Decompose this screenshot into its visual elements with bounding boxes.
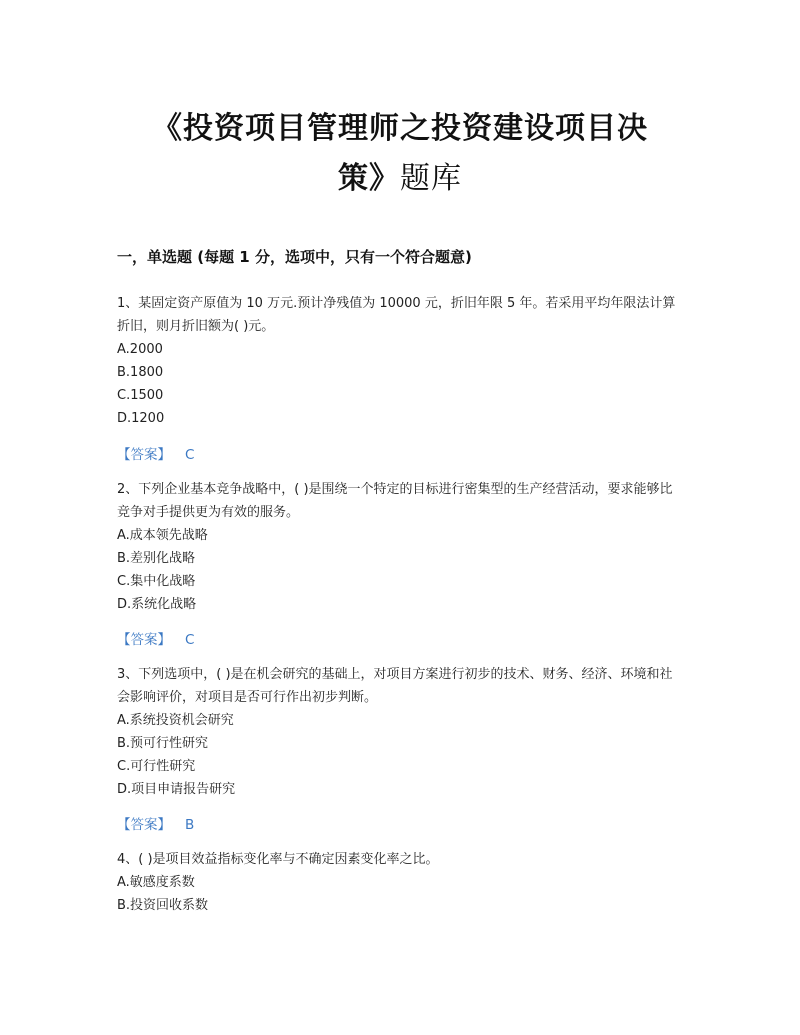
- option-a: A.系统投资机会研究: [117, 713, 234, 728]
- answer-label: 【答案】: [117, 817, 171, 833]
- option-b: B.差别化战略: [117, 551, 196, 566]
- question-stem: 4、( )是项目效益指标变化率与不确定因素变化率之比。: [117, 852, 439, 867]
- option-a: A.成本领先战略: [117, 528, 208, 543]
- answer-letter: B: [185, 817, 195, 833]
- section-heading: 一，单选题 (每题 1 分，选项中，只有一个符合题意): [117, 248, 472, 266]
- answer-letter: C: [185, 447, 195, 463]
- document-title: [100, 104, 700, 204]
- option-c: C.1500: [117, 388, 164, 403]
- option-d: D.1200: [117, 411, 165, 426]
- answer-label: 【答案】: [117, 632, 171, 648]
- option-b: B.投资回收系数: [117, 898, 209, 913]
- option-d: D.系统化战略: [117, 597, 197, 612]
- option-c: C.集中化战略: [117, 574, 196, 589]
- answer-1: [117, 443, 194, 463]
- option-a: A.2000: [117, 342, 163, 357]
- question-2: [117, 478, 677, 616]
- question-stem: 3、下列选项中，( )是在机会研究的基础上，对项目方案进行初步的技术、财务、经济、环境和社会影响评价，对项目是否可行作出初步判断。: [117, 667, 673, 705]
- question-stem: 1、某固定资产原值为 10 万元.预计净残值为 10000 元，折旧年限 5 年。若采用平均年限法计算折旧，则月折旧额为( )元。: [117, 296, 676, 334]
- option-d: D.项目申请报告研究: [117, 782, 236, 797]
- option-b: B.1800: [117, 365, 164, 380]
- question-stem: 2、下列企业基本竞争战略中，( )是围绕一个特定的目标进行密集型的生产经营活动，要求能够比竞争对手提供更为有效的服务。: [117, 482, 673, 520]
- question-1: [117, 292, 677, 430]
- title-line-2-bold: 策》: [338, 161, 400, 196]
- answer-3: [117, 813, 194, 833]
- option-c: C.可行性研究: [117, 759, 196, 774]
- answer-letter: C: [185, 632, 195, 648]
- question-3: [117, 663, 677, 801]
- answer-label: 【答案】: [117, 447, 171, 463]
- title-line-1: 《投资项目管理师之投资建设项目决: [152, 111, 648, 146]
- option-a: A.敏感度系数: [117, 875, 195, 890]
- answer-2: [117, 628, 194, 648]
- question-4: [117, 848, 677, 917]
- title-line-2-rest: 题库: [400, 161, 462, 196]
- option-b: B.预可行性研究: [117, 736, 209, 751]
